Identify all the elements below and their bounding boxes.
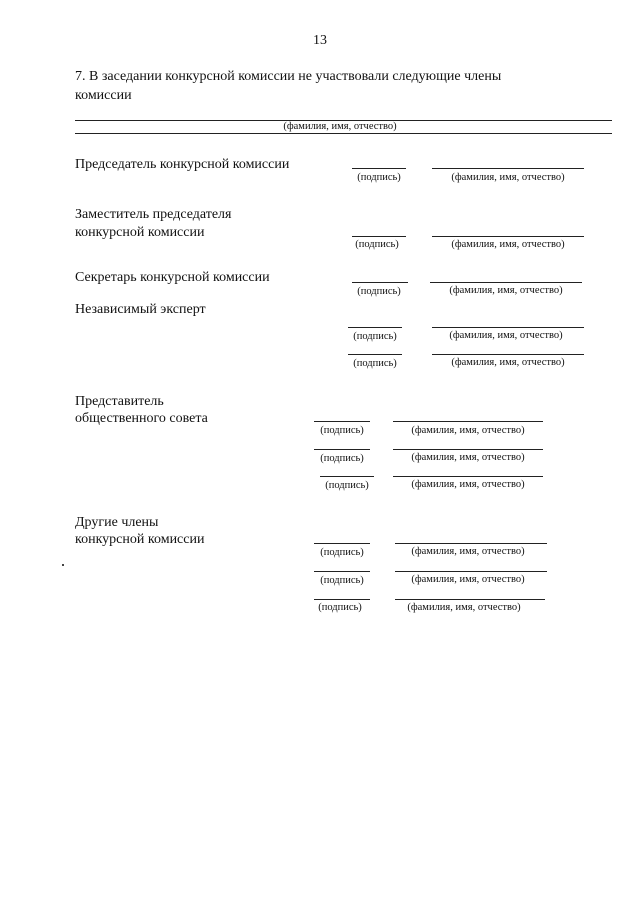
expert1-signature-line — [348, 327, 402, 328]
deputy-label-line2: конкурсной комиссии — [75, 225, 205, 240]
secretary-fio-line — [430, 282, 582, 283]
others1-fio-caption: (фамилия, имя, отчество) — [411, 546, 525, 557]
public3-signature-caption: (подпись) — [325, 480, 369, 491]
deputy-signature-caption: (подпись) — [355, 239, 399, 250]
secretary-signature-line — [352, 282, 408, 283]
others3-fio-line — [395, 599, 545, 600]
others2-fio-line — [395, 571, 547, 572]
others-label-line2: конкурсной комиссии — [75, 532, 205, 547]
deputy-fio-line — [432, 236, 584, 237]
public2-signature-line — [314, 449, 370, 450]
others2-fio-caption: (фамилия, имя, отчество) — [411, 574, 525, 585]
expert2-fio-caption: (фамилия, имя, отчество) — [451, 357, 565, 368]
others1-signature-line — [314, 543, 370, 544]
absent-members-line-2 — [75, 133, 612, 134]
others3-signature-caption: (подпись) — [318, 602, 362, 613]
others3-signature-line — [314, 599, 370, 600]
expert1-signature-caption: (подпись) — [353, 331, 397, 342]
public3-fio-caption: (фамилия, имя, отчество) — [411, 479, 525, 490]
others-label-line1: Другие члены — [75, 515, 159, 530]
public2-fio-caption: (фамилия, имя, отчество) — [411, 452, 525, 463]
public2-signature-caption: (подпись) — [320, 453, 364, 464]
others2-signature-caption: (подпись) — [320, 575, 364, 586]
public1-signature-line — [314, 421, 370, 422]
item7-text-line1: 7. В заседании конкурсной комиссии не участвовали следующие члены — [75, 69, 502, 84]
expert2-fio-line — [432, 354, 584, 355]
others2-signature-line — [314, 571, 370, 572]
public1-fio-caption: (фамилия, имя, отчество) — [411, 425, 525, 436]
chairman-signature-line — [352, 168, 406, 169]
secretary-fio-caption: (фамилия, имя, отчество) — [449, 285, 563, 296]
margin-speck — [62, 564, 64, 566]
absent-members-caption: (фамилия, имя, отчество) — [283, 121, 397, 132]
chairman-signature-caption: (подпись) — [357, 172, 401, 183]
others1-fio-line — [395, 543, 547, 544]
deputy-signature-line — [352, 236, 406, 237]
public3-fio-line — [393, 476, 543, 477]
others1-signature-caption: (подпись) — [320, 547, 364, 558]
public2-fio-line — [393, 449, 543, 450]
expert1-fio-caption: (фамилия, имя, отчество) — [449, 330, 563, 341]
chairman-fio-caption: (фамилия, имя, отчество) — [451, 172, 565, 183]
chairman-label: Председатель конкурсной комиссии — [75, 157, 290, 172]
secretary-signature-caption: (подпись) — [357, 286, 401, 297]
public3-signature-line — [320, 476, 374, 477]
expert2-signature-line — [348, 354, 402, 355]
deputy-label-line1: Заместитель председателя — [75, 207, 232, 222]
expert2-signature-caption: (подпись) — [353, 358, 397, 369]
public-label-line1: Представитель — [75, 394, 164, 409]
expert1-fio-line — [432, 327, 584, 328]
public1-fio-line — [393, 421, 543, 422]
page-number: 13 — [313, 33, 327, 48]
others3-fio-caption: (фамилия, имя, отчество) — [407, 602, 521, 613]
chairman-fio-line — [432, 168, 584, 169]
public-label-line2: общественного совета — [75, 411, 208, 426]
public1-signature-caption: (подпись) — [320, 425, 364, 436]
item7-text-line2: комиссии — [75, 88, 132, 103]
deputy-fio-caption: (фамилия, имя, отчество) — [451, 239, 565, 250]
secretary-label: Секретарь конкурсной комиссии — [75, 270, 270, 285]
expert-label: Независимый эксперт — [75, 302, 206, 317]
